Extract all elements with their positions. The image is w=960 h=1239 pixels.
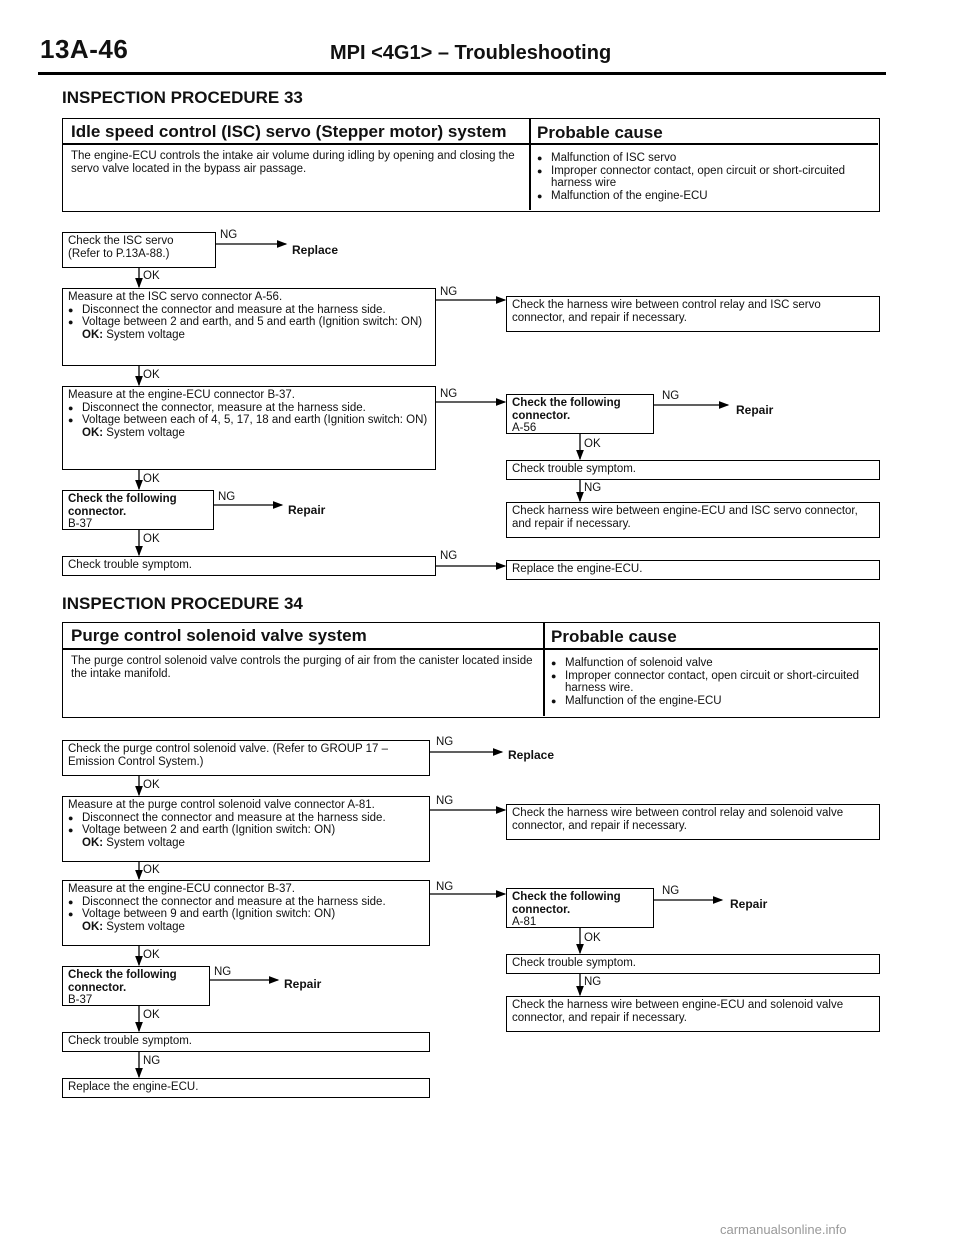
p34-step-check-purge-valve: Check the purge control solenoid valve. (Refer to GROUP 17 – Emission Control System.) xyxy=(62,740,430,776)
p34-step-measure-ecu: Measure at the engine-ECU connector B-37. ● Disconnect the connector and measure at the harness side. ● Voltage between 9 and earth (Ignition switch: ON) OK: System voltage xyxy=(62,880,430,946)
cause-item: ● Malfunction of the engine-ECU xyxy=(537,190,869,203)
p33-step-check-trouble: Check trouble symptom. xyxy=(62,556,436,576)
ok-label: OK xyxy=(143,533,160,545)
ok-label: OK xyxy=(143,779,160,791)
p34-step-check-b37: Check the following connector. B-37 xyxy=(62,966,210,1006)
ng-label: NG xyxy=(440,388,458,400)
p33-step-measure-ecu: Measure at the engine-ECU connector B-37. ● Disconnect the connector, measure at the harness side. ● Voltage between each of 4, 5, 17, 18 and earth (Ignition switch: ON) OK: System voltage xyxy=(62,386,436,470)
ng-label: NG xyxy=(440,550,458,562)
p34-ng-harness-ecu-valve: Check the harness wire between engine-ECU and solenoid valve connector, and repair if necessary. xyxy=(506,996,880,1032)
p33-step-check-isc-servo: Check the ISC servo (Refer to P.13A-88.) xyxy=(62,232,216,268)
p34-ng-harness-relay-valve: Check the harness wire between control relay and solenoid valve connector, and repair if necessary. xyxy=(506,804,880,840)
p34-step-measure-a81: Measure at the purge control solenoid valve connector A-81. ● Disconnect the connector and measure at the harness side. ● Voltage between 2 and earth (Ignition switch: ON) OK: System voltage xyxy=(62,796,430,862)
p33-replace-action: Replace xyxy=(292,243,339,257)
p34-replace-ecu: Replace the engine-ECU. xyxy=(62,1078,430,1098)
ng-label: NG xyxy=(584,482,602,494)
p33-step-check-a56: Check the following connector. A-56 xyxy=(506,394,654,434)
ng-label: NG xyxy=(662,390,680,402)
system-description: The purge control solenoid valve controls the purging of air from the canister located inside the intake manifold. xyxy=(71,655,533,680)
p33-replace-ecu: Replace the engine-ECU. xyxy=(506,560,880,580)
p33-step-measure-isc: Measure at the ISC servo connector A-56. ● Disconnect the connector and measure at the harness side. ● Voltage between 2 and earth, and 5 and earth (Ignition switch: ON) OK: System voltage xyxy=(62,288,436,366)
p34-a81-repair-action: Repair xyxy=(730,897,768,911)
ok-label: OK xyxy=(143,949,160,961)
page-title: MPI <4G1> – Troubleshooting xyxy=(330,42,612,64)
probable-cause-title: Probable cause xyxy=(551,627,677,646)
cause-item: ● Malfunction of ISC servo xyxy=(537,152,869,165)
ok-label: OK xyxy=(143,270,160,282)
ng-label: NG xyxy=(584,976,602,988)
p33-step-check-b37: Check the following connector. B-37 xyxy=(62,490,214,530)
probable-cause-title: Probable cause xyxy=(537,123,663,142)
ok-label: OK xyxy=(584,438,601,450)
ng-label: NG xyxy=(436,795,454,807)
ng-label: NG xyxy=(218,491,236,503)
cause-item: ● Malfunction of solenoid valve xyxy=(551,657,869,670)
procedure-33-title: INSPECTION PROCEDURE 33 xyxy=(62,88,303,107)
ok-label: OK xyxy=(143,473,160,485)
ng-label: NG xyxy=(440,286,458,298)
p34-b37-repair-action: Repair xyxy=(284,977,322,991)
p33-ng-harness-ecu-isc: Check harness wire between engine-ECU and ISC servo connector, and repair if necessary. xyxy=(506,502,880,538)
p34-a81-check-trouble: Check trouble symptom. xyxy=(506,954,880,974)
cause-item: ● Improper connector contact, open circuit or short-circuited harness wire. xyxy=(551,670,869,695)
p34-replace-action: Replace xyxy=(508,748,555,762)
ng-label: NG xyxy=(220,229,238,241)
p33-a56-check-trouble: Check trouble symptom. xyxy=(506,460,880,480)
ok-label: OK xyxy=(143,1009,160,1021)
ng-label: NG xyxy=(662,885,680,897)
ok-label: OK xyxy=(584,932,601,944)
procedure-34-title: INSPECTION PROCEDURE 34 xyxy=(62,594,303,613)
p34-step-check-a81: Check the following connector. A-81 xyxy=(506,888,654,928)
page-code: 13A-46 xyxy=(40,34,129,64)
watermark: carmanualsonline.info xyxy=(720,1222,847,1237)
cause-item: ● Improper connector contact, open circuit or short-circuited harness wire xyxy=(537,165,869,190)
system-title: Purge control solenoid valve system xyxy=(71,626,367,645)
ng-label: NG xyxy=(214,966,232,978)
p33-a56-repair-action: Repair xyxy=(736,403,774,417)
ng-label: NG xyxy=(436,736,454,748)
cause-item: ● Malfunction of the engine-ECU xyxy=(551,695,869,708)
ng-label: NG xyxy=(143,1055,161,1067)
p34-step-check-trouble: Check trouble symptom. xyxy=(62,1032,430,1052)
p33-b37-repair-action: Repair xyxy=(288,503,326,517)
system-description: The engine-ECU controls the intake air volume during idling by opening and closing the servo valve located in the bypass air passage. xyxy=(71,150,515,175)
ok-label: OK xyxy=(143,864,160,876)
ng-label: NG xyxy=(436,881,454,893)
system-title: Idle speed control (ISC) servo (Stepper motor) system xyxy=(71,122,507,141)
ok-label: OK xyxy=(143,369,160,381)
p33-ng-harness-relay-isc: Check the harness wire between control relay and ISC servo connector, and repair if necessary. xyxy=(506,296,880,332)
